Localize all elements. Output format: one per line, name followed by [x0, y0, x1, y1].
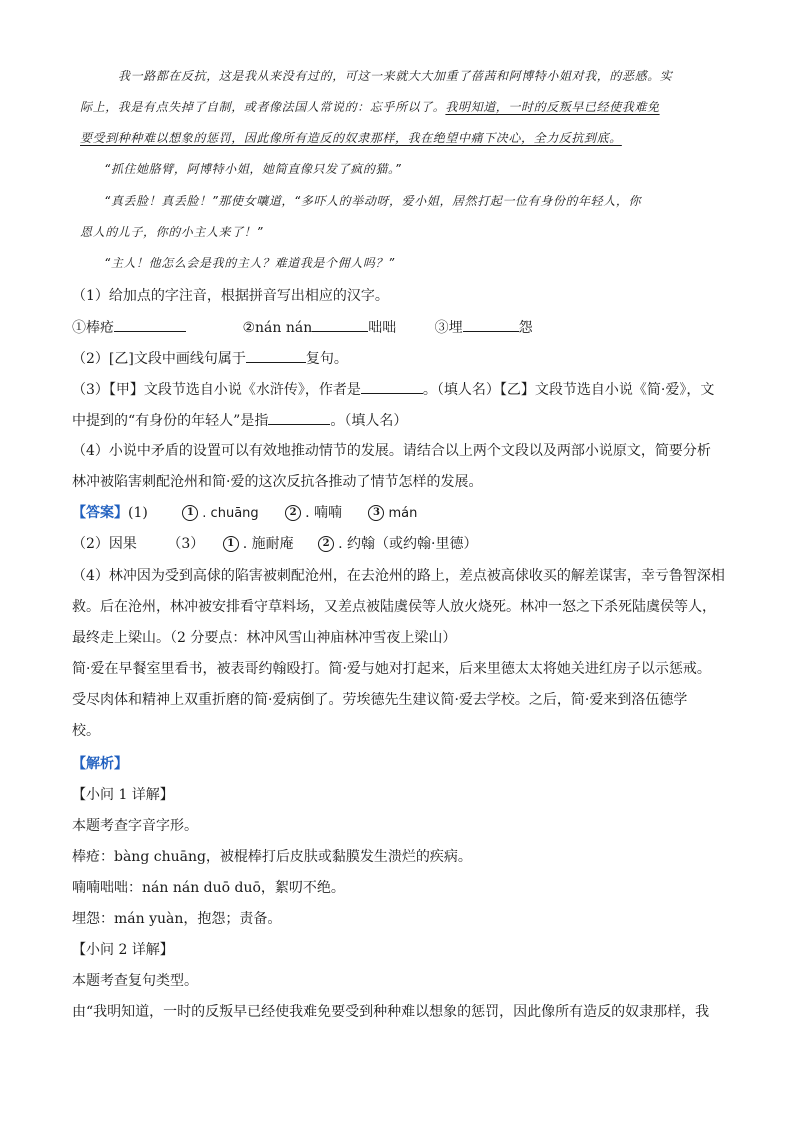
passage-line — [104, 159, 401, 179]
underlined-sentence: 要受到种种难以想象的惩罚，因此像所有造反的奴隶那样，我在绝望中痛下决心，全力反抗到底。 — [80, 131, 622, 145]
answer-4-line: 校。 — [72, 723, 100, 739]
analysis-line: 喃喃咄咄：nán nán duō duō，絮叨不绝。 — [72, 880, 345, 896]
answer-blank[interactable] — [361, 379, 423, 394]
passage-text: “真丢脸！真丢脸！”那使女嚷道，“多吓人的举动呀，爱小姐，居然打起一位有身份的年轻人，你 — [104, 194, 642, 208]
passage-text: 我一路都在反抗，这是我从来没有过的，可这一来就大大加重了蓓茜和阿博特小姐对我，的恶感。实 — [118, 69, 673, 83]
passage-line — [104, 253, 395, 273]
passage-text: 际上，我是有点失掉了自制，或者像法国人常说的：忘乎所以了。 — [80, 100, 446, 114]
question-2: （2）[乙]文段中画线句属于 复句。 — [72, 348, 348, 369]
answer-2-3: （2）因果 （3） 1 . 施耐庵 2 . 约翰（或约翰·里德） — [72, 536, 478, 552]
question-3-cont: 中提到的“有身份的年轻人”是指 。（填人名） — [72, 410, 407, 431]
answer-4-line: 简·爱在早餐室里看书，被表哥约翰殴打。简·爱与她对打起来，后来里德太太将她关进红房子以示惩戒。 — [72, 661, 711, 677]
underlined-sentence: 我明知道，一时的反叛早已经使我难免 — [445, 100, 660, 114]
answer-blank[interactable] — [463, 317, 519, 332]
analysis-label: 【解析】 — [72, 756, 128, 772]
passage-text: 恩人的儿子，你的小主人来了！” — [80, 225, 264, 239]
subquestion-1-title: 【小问 1 详解】 — [72, 787, 174, 803]
passage-line — [104, 191, 641, 211]
circled-number: 2 — [285, 505, 301, 521]
analysis-line: 由“我明知道，一时的反叛早已经使我难免要受到种种难以想象的惩罚，因此像所有造反的奴隶那样，我 — [72, 1004, 710, 1020]
answer-blank[interactable] — [246, 348, 306, 363]
question-4: （4）小说中矛盾的设置可以有效地推动情节的发展。请结合以上两个文段以及两部小说原文，简要分析 — [72, 443, 711, 459]
answer-label: 【答案】 — [72, 505, 128, 521]
passage-line — [80, 97, 660, 117]
circled-number: 3 — [368, 505, 384, 521]
question-3: （3）【甲】文段节选自小说《水浒传》，作者是 。（填人名）【乙】文段节选自小说《简·爱》，文 — [72, 379, 714, 400]
circled-number: 1 — [223, 536, 239, 552]
answer-4-line: 最终走上梁山。（2 分要点：林冲风雪山神庙林冲雪夜上梁山） — [72, 630, 457, 646]
subquestion-2-title: 【小问 2 详解】 — [72, 942, 174, 958]
question-1-items: ①棒疮 ②nán nán 咄咄 ③埋 怨 — [72, 317, 533, 338]
answer-1: 【答案】(1) 1 . chuāng 2 . 喃喃 3 mán — [72, 505, 418, 521]
question-1: （1）给加点的字注音，根据拼音写出相应的汉字。 — [72, 288, 389, 304]
answer-blank[interactable] — [312, 317, 368, 332]
passage-line — [80, 128, 622, 148]
answer-blank[interactable] — [114, 317, 186, 332]
answer-4-line: （4）林冲因为受到高俅的陷害被刺配沧州，在去沧州的路上，差点被高俅收买的解差谋害，幸亏鲁智深相 — [72, 568, 725, 584]
analysis-line: 棒疮：bàng chuāng，被棍棒打后皮肤或黏膜发生溃烂的疾病。 — [72, 849, 472, 865]
analysis-line: 本题考查复句类型。 — [72, 973, 198, 989]
answer-blank[interactable] — [268, 410, 330, 425]
answer-4-line: 受尽肉体和精神上双重折磨的简·爱病倒了。劳埃德先生建议简·爱去学校。之后，简·爱来到洛伍德学 — [72, 692, 688, 708]
passage-line — [80, 222, 263, 242]
circled-number: 2 — [318, 536, 334, 552]
passage-line — [118, 66, 672, 86]
passage-text: “主人！他怎么会是我的主人？难道我是个佣人吗？” — [104, 256, 395, 270]
answer-4-line: 救。后在沧州，林冲被安排看守草料场，又差点被陆虞侯等人放火烧死。林冲一怒之下杀死陆虞侯等人， — [72, 599, 716, 615]
analysis-line: 本题考查字音字形。 — [72, 818, 198, 834]
passage-text: “抓住她胳臂，阿博特小姐，她简直像只发了疯的猫。” — [104, 162, 402, 176]
analysis-line: 埋怨：mán yuàn，抱怨；责备。 — [72, 911, 282, 927]
circled-number: 1 — [182, 505, 198, 521]
question-4-cont: 林冲被陷害刺配沧州和简·爱的这次反抗各推动了情节怎样的发展。 — [72, 474, 483, 490]
